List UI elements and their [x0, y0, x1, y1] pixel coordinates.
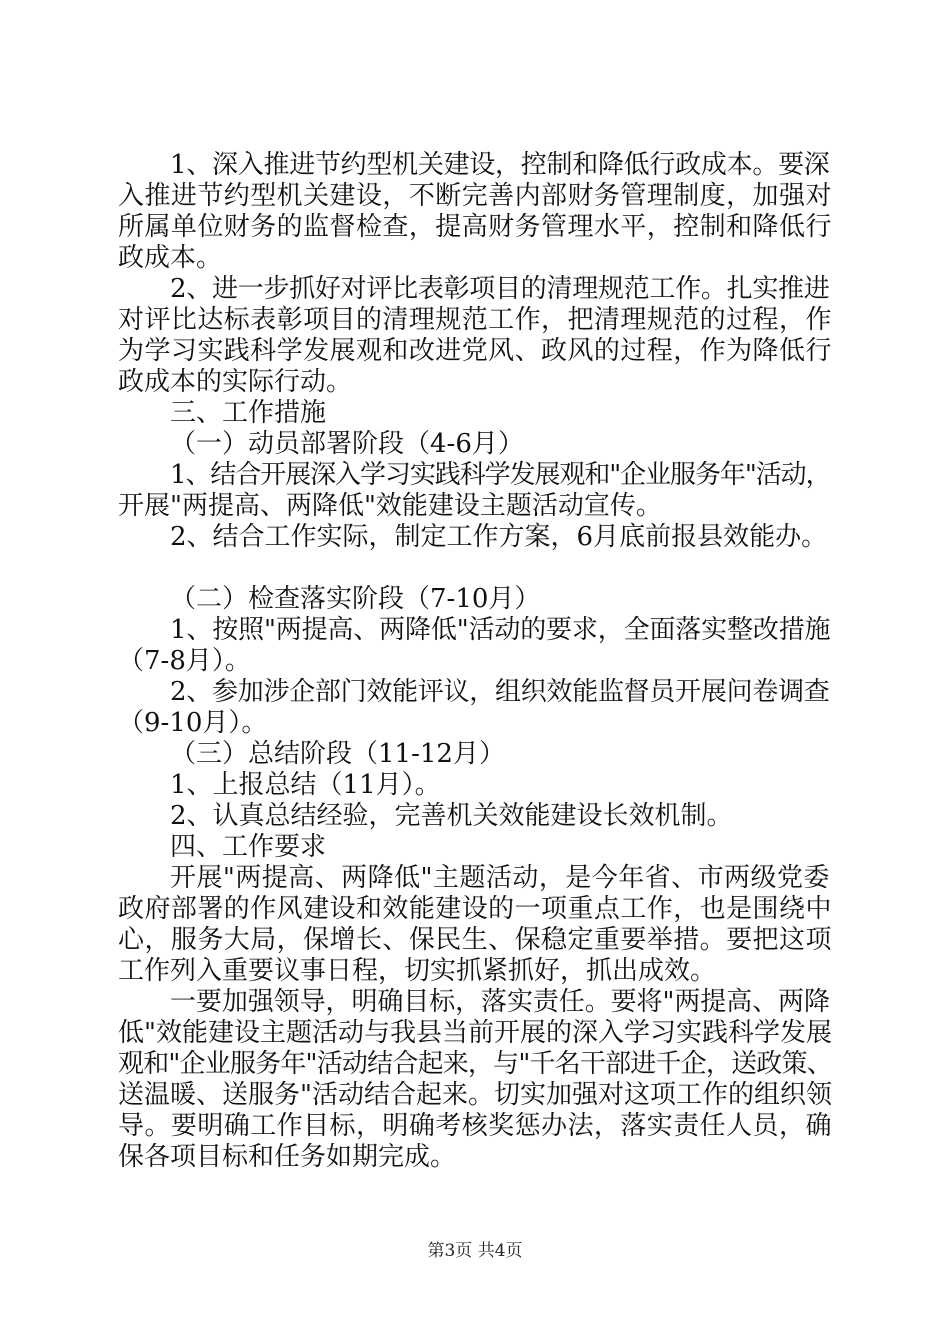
paragraph-line: 送温暖、送服务"活动结合起来。切实加强对这项工作的组织领 — [118, 1080, 832, 1110]
paragraph-line: 所属单位财务的监督检查，提高财务管理水平，控制和降低行 — [118, 212, 832, 242]
paragraph-line: 政成本。 — [118, 243, 223, 273]
paragraph-line: 2、进一步抓好对评比表彰项目的清理规范工作。扎实推进 — [170, 274, 830, 304]
paragraph-line: 保各项目标和任务如期完成。 — [118, 1142, 457, 1172]
paragraph-line: 为学习实践科学发展观和改进党风、政风的过程，作为降低行 — [118, 336, 832, 366]
paragraph-line: 1、上报总结（11月）。 — [170, 770, 441, 800]
page-number-footer: 第3页 共4页 — [427, 1241, 523, 1261]
paragraph-line: （7-8月）。 — [118, 646, 251, 676]
paragraph-line: 开展"两提高、两降低"效能建设主题活动宣传。 — [118, 491, 662, 521]
subsection-heading: （三）总结阶段（11-12月） — [170, 739, 505, 769]
paragraph-line: 2、认真总结经验，完善机关效能建设长效机制。 — [170, 801, 733, 831]
paragraph-line: （9-10月）。 — [118, 708, 268, 738]
paragraph-line: 观和"企业服务年"活动结合起来，与"千名干部进千企，送政策、 — [118, 1049, 832, 1079]
paragraph-line: 心，服务大局，保增长、保民生、保稳定重要举措。要把这项 — [118, 925, 832, 955]
paragraph-line: 一要加强领导，明确目标，落实责任。要将"两提高、两降 — [170, 987, 830, 1017]
paragraph-line: 导。要明确工作目标，明确考核奖惩办法，落实责任人员，确 — [118, 1111, 832, 1141]
paragraph-line: 入推进节约型机关建设，不断完善内部财务管理制度，加强对 — [118, 181, 832, 211]
paragraph-line: 开展"两提高、两降低"主题活动，是今年省、市两级党委 — [170, 863, 830, 893]
paragraph-line: 2、结合工作实际，制定工作方案，6月底前报县效能办。 — [170, 522, 828, 552]
subsection-heading: （一）动员部署阶段（4-6月） — [170, 429, 524, 459]
section-heading: 三、工作措施 — [170, 398, 327, 428]
section-heading: 四、工作要求 — [170, 832, 327, 862]
paragraph-line: 政成本的实际行动。 — [118, 367, 353, 397]
subsection-heading: （二）检查落实阶段（7-10月） — [170, 584, 541, 614]
paragraph-line: 对评比达标表彰项目的清理规范工作，把清理规范的过程，作 — [118, 305, 832, 335]
paragraph-line: 低"效能建设主题活动与我县当前开展的深入学习实践科学发展 — [118, 1018, 832, 1048]
paragraph-line: 工作列入重要议事日程，切实抓紧抓好，抓出成效。 — [118, 956, 717, 986]
paragraph-line: 1、结合开展深入学习实践科学发展观和"企业服务年"活动， — [170, 460, 831, 490]
paragraph-line: 政府部署的作风建设和效能建设的一项重点工作，也是围绕中 — [118, 894, 832, 924]
paragraph-line: 2、参加涉企部门效能评议，组织效能监督员开展问卷调查 — [170, 677, 830, 707]
paragraph-line: 1、深入推进节约型机关建设，控制和降低行政成本。要深 — [170, 150, 830, 180]
paragraph-line: 1、按照"两提高、两降低"活动的要求，全面落实整改措施 — [170, 615, 831, 645]
